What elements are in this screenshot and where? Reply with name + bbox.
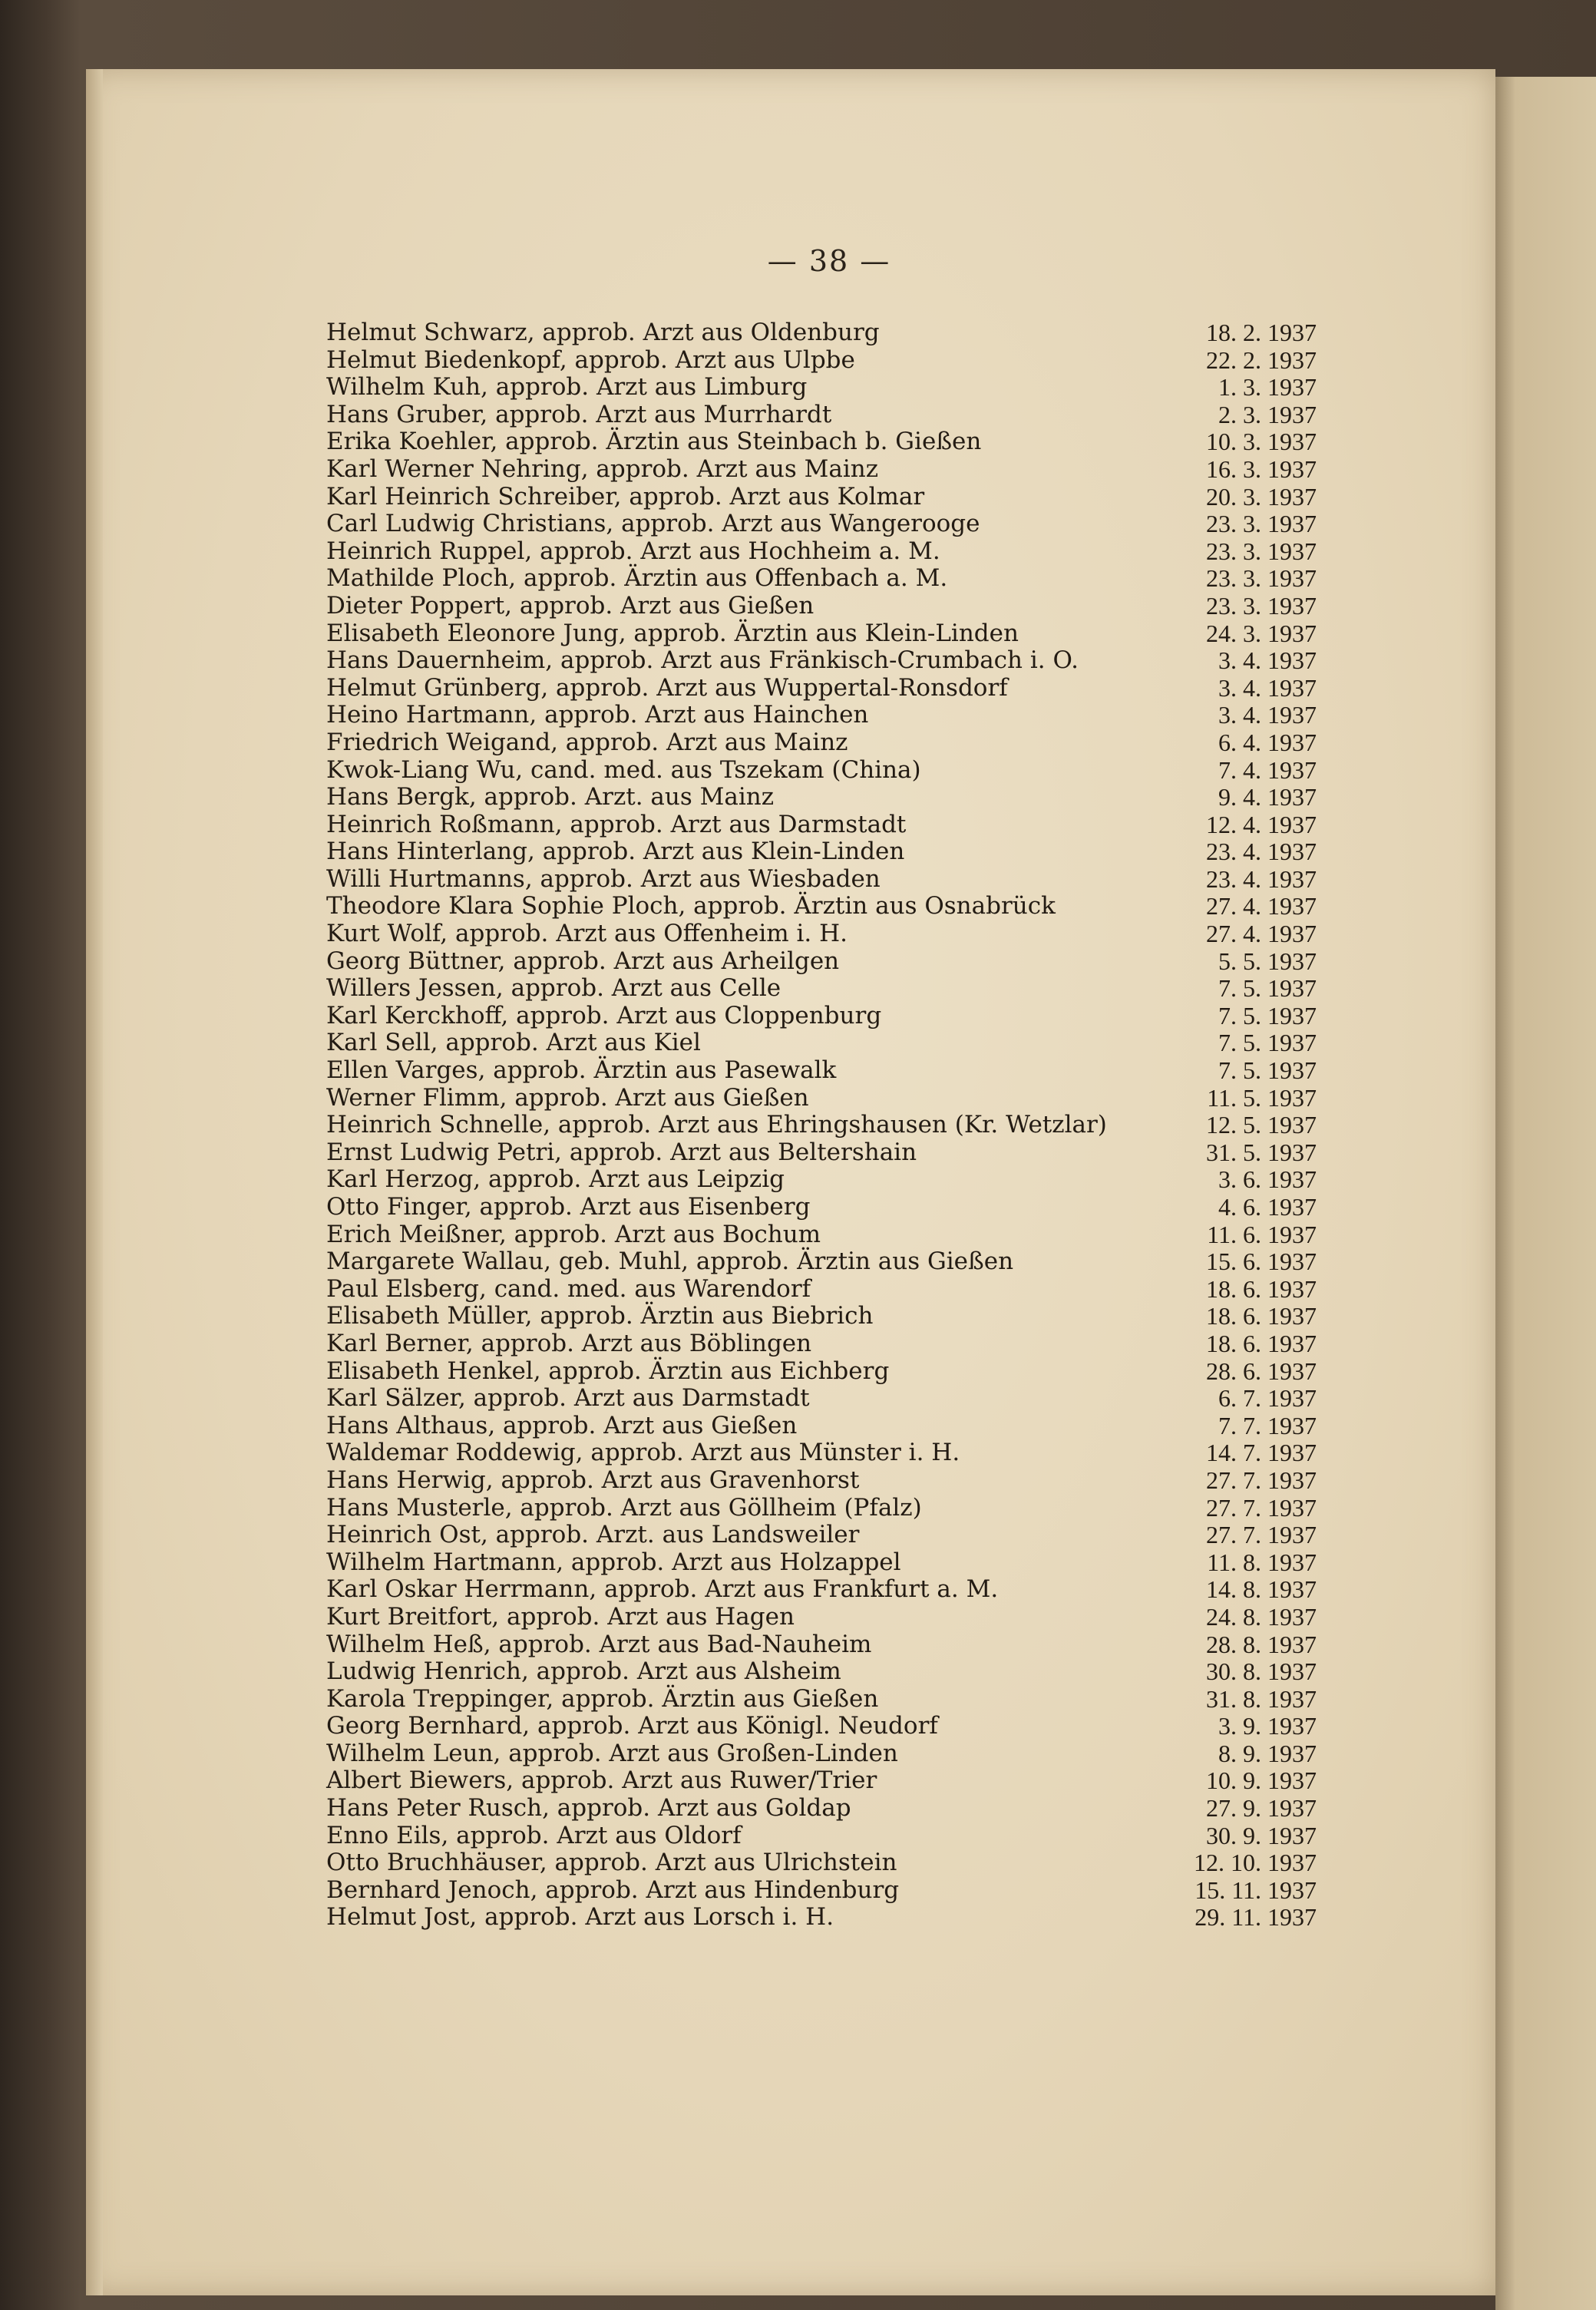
entry-text: Heinrich Ost, approb. Arzt. aus Landsweiler [326, 1521, 860, 1549]
entry-date: 15. 11. 1937 [1195, 1875, 1317, 1904]
entry-text: Karl Berner, approb. Arzt aus Böblingen [326, 1329, 812, 1357]
entry-date: 1. 3. 1937 [1218, 373, 1317, 402]
entry-text: Willers Jessen, approb. Arzt aus Celle [326, 974, 781, 1003]
entry-text: Karl Kerckhoff, approb. Arzt aus Cloppenburg [326, 1001, 882, 1029]
entry-text: Heinrich Roßmann, approb. Arzt aus Darmstadt [326, 810, 907, 838]
entry-text: Heinrich Ruppel, approb. Arzt aus Hochheim a. M. [326, 537, 940, 565]
entry-date: 27. 7. 1937 [1206, 1466, 1317, 1494]
entry-text: Karl Sell, approb. Arzt aus Kiel [326, 1029, 701, 1057]
list-item [326, 675, 1317, 702]
list-item [326, 757, 1317, 785]
list-item [326, 729, 1317, 757]
entry-date: 20. 3. 1937 [1206, 482, 1317, 511]
entry-date: 7. 5. 1937 [1218, 1029, 1317, 1057]
list-item [326, 1248, 1317, 1276]
list-item [326, 784, 1317, 811]
list-item [326, 1085, 1317, 1112]
list-item [326, 1330, 1317, 1358]
approbation-list [326, 319, 1317, 1932]
entry-text: Helmut Schwarz, approb. Arzt aus Oldenburg [326, 319, 880, 346]
entry-date: 18. 2. 1937 [1206, 319, 1317, 346]
list-item [326, 920, 1317, 948]
list-item [326, 1740, 1317, 1768]
list-item [326, 1276, 1317, 1304]
entry-text: Hans Hinterlang, approb. Arzt aus Klein-Linden [326, 838, 905, 866]
list-item [326, 1576, 1317, 1604]
entry-text: Werner Flimm, approb. Arzt aus Gießen [326, 1083, 809, 1112]
entry-date: 27. 9. 1937 [1206, 1794, 1317, 1823]
list-item [326, 1029, 1317, 1057]
list-item [326, 1303, 1317, 1330]
list-item [326, 811, 1317, 839]
entry-text: Erika Koehler, approb. Ärztin aus Steinbach b. Gießen [326, 428, 982, 456]
list-item [326, 511, 1317, 538]
entry-text: Erich Meißner, approb. Arzt aus Bochum [326, 1220, 821, 1248]
entry-date: 18. 6. 1937 [1206, 1274, 1317, 1303]
list-item [326, 1057, 1317, 1085]
list-item [326, 565, 1317, 593]
entry-date: 14. 7. 1937 [1206, 1439, 1317, 1467]
entry-text: Otto Finger, approb. Arzt aus Eisenberg [326, 1193, 811, 1221]
list-item [326, 1823, 1317, 1850]
entry-date: 2. 3. 1937 [1218, 400, 1317, 428]
list-item [326, 319, 1317, 347]
entry-text: Willi Hurtmanns, approb. Arzt aus Wiesbaden [326, 864, 881, 893]
entry-date: 16. 3. 1937 [1206, 454, 1317, 483]
entry-text: Paul Elsberg, cand. med. aus Warendorf [326, 1274, 811, 1303]
page-number: — 38 — [767, 244, 891, 278]
list-item [326, 1413, 1317, 1440]
entry-date: 23. 3. 1937 [1206, 510, 1317, 538]
entry-text: Wilhelm Leun, approb. Arzt aus Großen-Linden [326, 1739, 898, 1767]
entry-date: 22. 2. 1937 [1206, 345, 1317, 374]
entry-text: Elisabeth Müller, approb. Ärztin aus Biebrich [326, 1302, 874, 1330]
entry-date: 27. 4. 1937 [1206, 892, 1317, 920]
list-item [326, 1194, 1317, 1221]
entry-date: 7. 7. 1937 [1218, 1411, 1317, 1439]
entry-text: Ernst Ludwig Petri, approb. Arzt aus Beltershain [326, 1138, 917, 1166]
entry-date: 9. 4. 1937 [1218, 783, 1317, 811]
list-item [326, 893, 1317, 920]
entry-date: 7. 5. 1937 [1218, 1001, 1317, 1029]
list-item [326, 1495, 1317, 1522]
entry-date: 18. 6. 1937 [1206, 1302, 1317, 1330]
list-item [326, 538, 1317, 566]
list-item [326, 1112, 1317, 1139]
entry-date: 7. 5. 1937 [1218, 1056, 1317, 1085]
entry-text: Kurt Breitfort, approb. Arzt aus Hagen [326, 1602, 795, 1631]
entry-text: Karl Oskar Herrmann, approb. Arzt aus Frankfurt a. M. [326, 1575, 999, 1604]
entry-text: Karl Herzog, approb. Arzt aus Leipzig [326, 1165, 785, 1194]
page-stack-edge [86, 69, 103, 2295]
list-item [326, 1439, 1317, 1467]
right-page-edge [1495, 77, 1596, 2310]
entry-date: 11. 8. 1937 [1207, 1548, 1317, 1576]
entry-date: 3. 4. 1937 [1218, 646, 1317, 675]
entry-text: Helmut Grünberg, approb. Arzt aus Wuppertal-Ronsdorf [326, 673, 1008, 702]
list-item [326, 1631, 1317, 1659]
list-item [326, 702, 1317, 729]
entry-text: Friedrich Weigand, approb. Arzt aus Mainz [326, 728, 848, 756]
entry-text: Otto Bruchhäuser, approb. Arzt aus Ulrichstein [326, 1849, 897, 1877]
entry-date: 23. 3. 1937 [1206, 564, 1317, 593]
list-item [326, 347, 1317, 375]
entry-text: Hans Peter Rusch, approb. Arzt aus Goldap [326, 1794, 851, 1823]
list-item [326, 1767, 1317, 1795]
list-item [326, 866, 1317, 894]
entry-text: Theodore Klara Sophie Ploch, approb. Ärztin aus Osnabrück [326, 892, 1056, 920]
entry-date: 5. 5. 1937 [1218, 947, 1317, 975]
entry-date: 30. 8. 1937 [1206, 1657, 1317, 1686]
entry-date: 30. 9. 1937 [1206, 1821, 1317, 1849]
list-item [326, 428, 1317, 456]
entry-text: Hans Althaus, approb. Arzt aus Gießen [326, 1411, 798, 1439]
entry-text: Carl Ludwig Christians, approb. Arzt aus Wangerooge [326, 510, 980, 538]
entry-date: 12. 5. 1937 [1206, 1111, 1317, 1139]
entry-text: Kurt Wolf, approb. Arzt aus Offenheim i. H. [326, 920, 848, 948]
entry-date: 23. 4. 1937 [1206, 864, 1317, 893]
entry-text: Ludwig Henrich, approb. Arzt aus Alsheim [326, 1657, 841, 1686]
list-item [326, 1003, 1317, 1030]
list-item [326, 1686, 1317, 1713]
entry-text: Hans Musterle, approb. Arzt aus Göllheim (Pfalz) [326, 1493, 922, 1522]
entry-date: 6. 4. 1937 [1218, 728, 1317, 756]
entry-date: 8. 9. 1937 [1218, 1739, 1317, 1767]
entry-text: Hans Gruber, approb. Arzt aus Murrhardt [326, 400, 832, 428]
entry-date: 4. 6. 1937 [1218, 1193, 1317, 1221]
entry-date: 31. 5. 1937 [1206, 1138, 1317, 1166]
entry-date: 28. 8. 1937 [1206, 1630, 1317, 1658]
entry-date: 14. 8. 1937 [1206, 1575, 1317, 1604]
list-item [326, 484, 1317, 511]
entry-text: Wilhelm Heß, approb. Arzt aus Bad-Nauheim [326, 1630, 872, 1658]
entry-text: Karl Heinrich Schreiber, approb. Arzt aus Kolmar [326, 482, 925, 511]
list-item [326, 1604, 1317, 1631]
entry-date: 29. 11. 1937 [1195, 1903, 1317, 1932]
entry-text: Heinrich Schnelle, approb. Arzt aus Ehringshausen (Kr. Wetzlar) [326, 1111, 1107, 1139]
list-item [326, 374, 1317, 402]
list-item [326, 1658, 1317, 1686]
entry-text: Elisabeth Eleonore Jung, approb. Ärztin aus Klein-Linden [326, 619, 1019, 647]
entry-text: Enno Eils, approb. Arzt aus Oldorf [326, 1821, 742, 1849]
entry-text: Kwok-Liang Wu, cand. med. aus Tszekam (China) [326, 755, 921, 784]
entry-text: Georg Bernhard, approb. Arzt aus Königl. Neudorf [326, 1712, 938, 1740]
list-item [326, 1904, 1317, 1932]
entry-text: Helmut Jost, approb. Arzt aus Lorsch i. H. [326, 1903, 834, 1932]
entry-date: 23. 3. 1937 [1206, 591, 1317, 620]
list-item [326, 1849, 1317, 1877]
list-item [326, 647, 1317, 675]
list-item [326, 1358, 1317, 1386]
entry-text: Bernhard Jenoch, approb. Arzt aus Hindenburg [326, 1875, 900, 1904]
entry-date: 23. 3. 1937 [1206, 537, 1317, 565]
list-item [326, 948, 1317, 976]
list-item [326, 1877, 1317, 1905]
entry-date: 3. 4. 1937 [1218, 701, 1317, 729]
entry-date: 31. 8. 1937 [1206, 1684, 1317, 1713]
list-item [326, 1549, 1317, 1577]
list-item [326, 1467, 1317, 1495]
entry-text: Wilhelm Hartmann, approb. Arzt aus Holzappel [326, 1548, 901, 1576]
entry-date: 3. 6. 1937 [1218, 1165, 1317, 1194]
entry-date: 11. 6. 1937 [1207, 1220, 1317, 1248]
entry-text: Helmut Biedenkopf, approb. Arzt aus Ulpbe [326, 345, 855, 374]
list-item [326, 975, 1317, 1003]
entry-date: 15. 6. 1937 [1206, 1248, 1317, 1276]
entry-text: Wilhelm Kuh, approb. Arzt aus Limburg [326, 373, 808, 402]
entry-date: 27. 4. 1937 [1206, 920, 1317, 948]
entry-date: 24. 8. 1937 [1206, 1602, 1317, 1631]
list-item [326, 1139, 1317, 1167]
entry-text: Hans Dauernheim, approb. Arzt aus Fränkisch-Crumbach i. O. [326, 646, 1079, 675]
list-item [326, 1221, 1317, 1249]
entry-date: 27. 7. 1937 [1206, 1493, 1317, 1522]
list-item [326, 1522, 1317, 1549]
list-item [326, 1713, 1317, 1740]
entry-date: 10. 3. 1937 [1206, 428, 1317, 456]
list-item [326, 1166, 1317, 1194]
entry-date: 6. 7. 1937 [1218, 1384, 1317, 1413]
list-item [326, 456, 1317, 484]
entry-text: Hans Bergk, approb. Arzt. aus Mainz [326, 783, 775, 811]
entry-date: 3. 4. 1937 [1218, 673, 1317, 702]
entry-date: 12. 4. 1937 [1206, 810, 1317, 838]
entry-date: 7. 5. 1937 [1218, 974, 1317, 1003]
entry-text: Heino Hartmann, approb. Arzt aus Hainchen [326, 701, 869, 729]
entry-text: Karola Treppinger, approb. Ärztin aus Gießen [326, 1684, 879, 1713]
entry-date: 3. 9. 1937 [1218, 1712, 1317, 1740]
list-item [326, 593, 1317, 620]
entry-text: Margarete Wallau, geb. Muhl, approb. Ärztin aus Gießen [326, 1248, 1014, 1276]
entry-date: 23. 4. 1937 [1206, 838, 1317, 866]
entry-text: Karl Werner Nehring, approb. Arzt aus Mainz [326, 454, 879, 483]
list-item [326, 1385, 1317, 1413]
entry-text: Albert Biewers, approb. Arzt aus Ruwer/Trier [326, 1766, 877, 1795]
entry-date: 11. 5. 1937 [1207, 1083, 1317, 1112]
entry-date: 7. 4. 1937 [1218, 755, 1317, 784]
entry-text: Mathilde Ploch, approb. Ärztin aus Offenbach a. M. [326, 564, 948, 593]
entry-date: 28. 6. 1937 [1206, 1357, 1317, 1385]
entry-date: 27. 7. 1937 [1206, 1521, 1317, 1549]
entry-text: Georg Büttner, approb. Arzt aus Arheilgen [326, 947, 840, 975]
entry-text: Waldemar Roddewig, approb. Arzt aus Münster i. H. [326, 1439, 960, 1467]
entry-text: Dieter Poppert, approb. Arzt aus Gießen [326, 591, 815, 620]
entry-text: Karl Sälzer, approb. Arzt aus Darmstadt [326, 1384, 810, 1413]
entry-date: 18. 6. 1937 [1206, 1329, 1317, 1357]
list-item [326, 402, 1317, 429]
list-item [326, 838, 1317, 866]
list-item [326, 620, 1317, 648]
entry-text: Hans Herwig, approb. Arzt aus Gravenhorst [326, 1466, 860, 1494]
entry-date: 12. 10. 1937 [1194, 1849, 1317, 1877]
entry-text: Ellen Varges, approb. Ärztin aus Pasewalk [326, 1056, 837, 1085]
entry-date: 10. 9. 1937 [1206, 1766, 1317, 1795]
list-item [326, 1795, 1317, 1823]
entry-text: Elisabeth Henkel, approb. Ärztin aus Eichberg [326, 1357, 890, 1385]
entry-date: 24. 3. 1937 [1206, 619, 1317, 647]
